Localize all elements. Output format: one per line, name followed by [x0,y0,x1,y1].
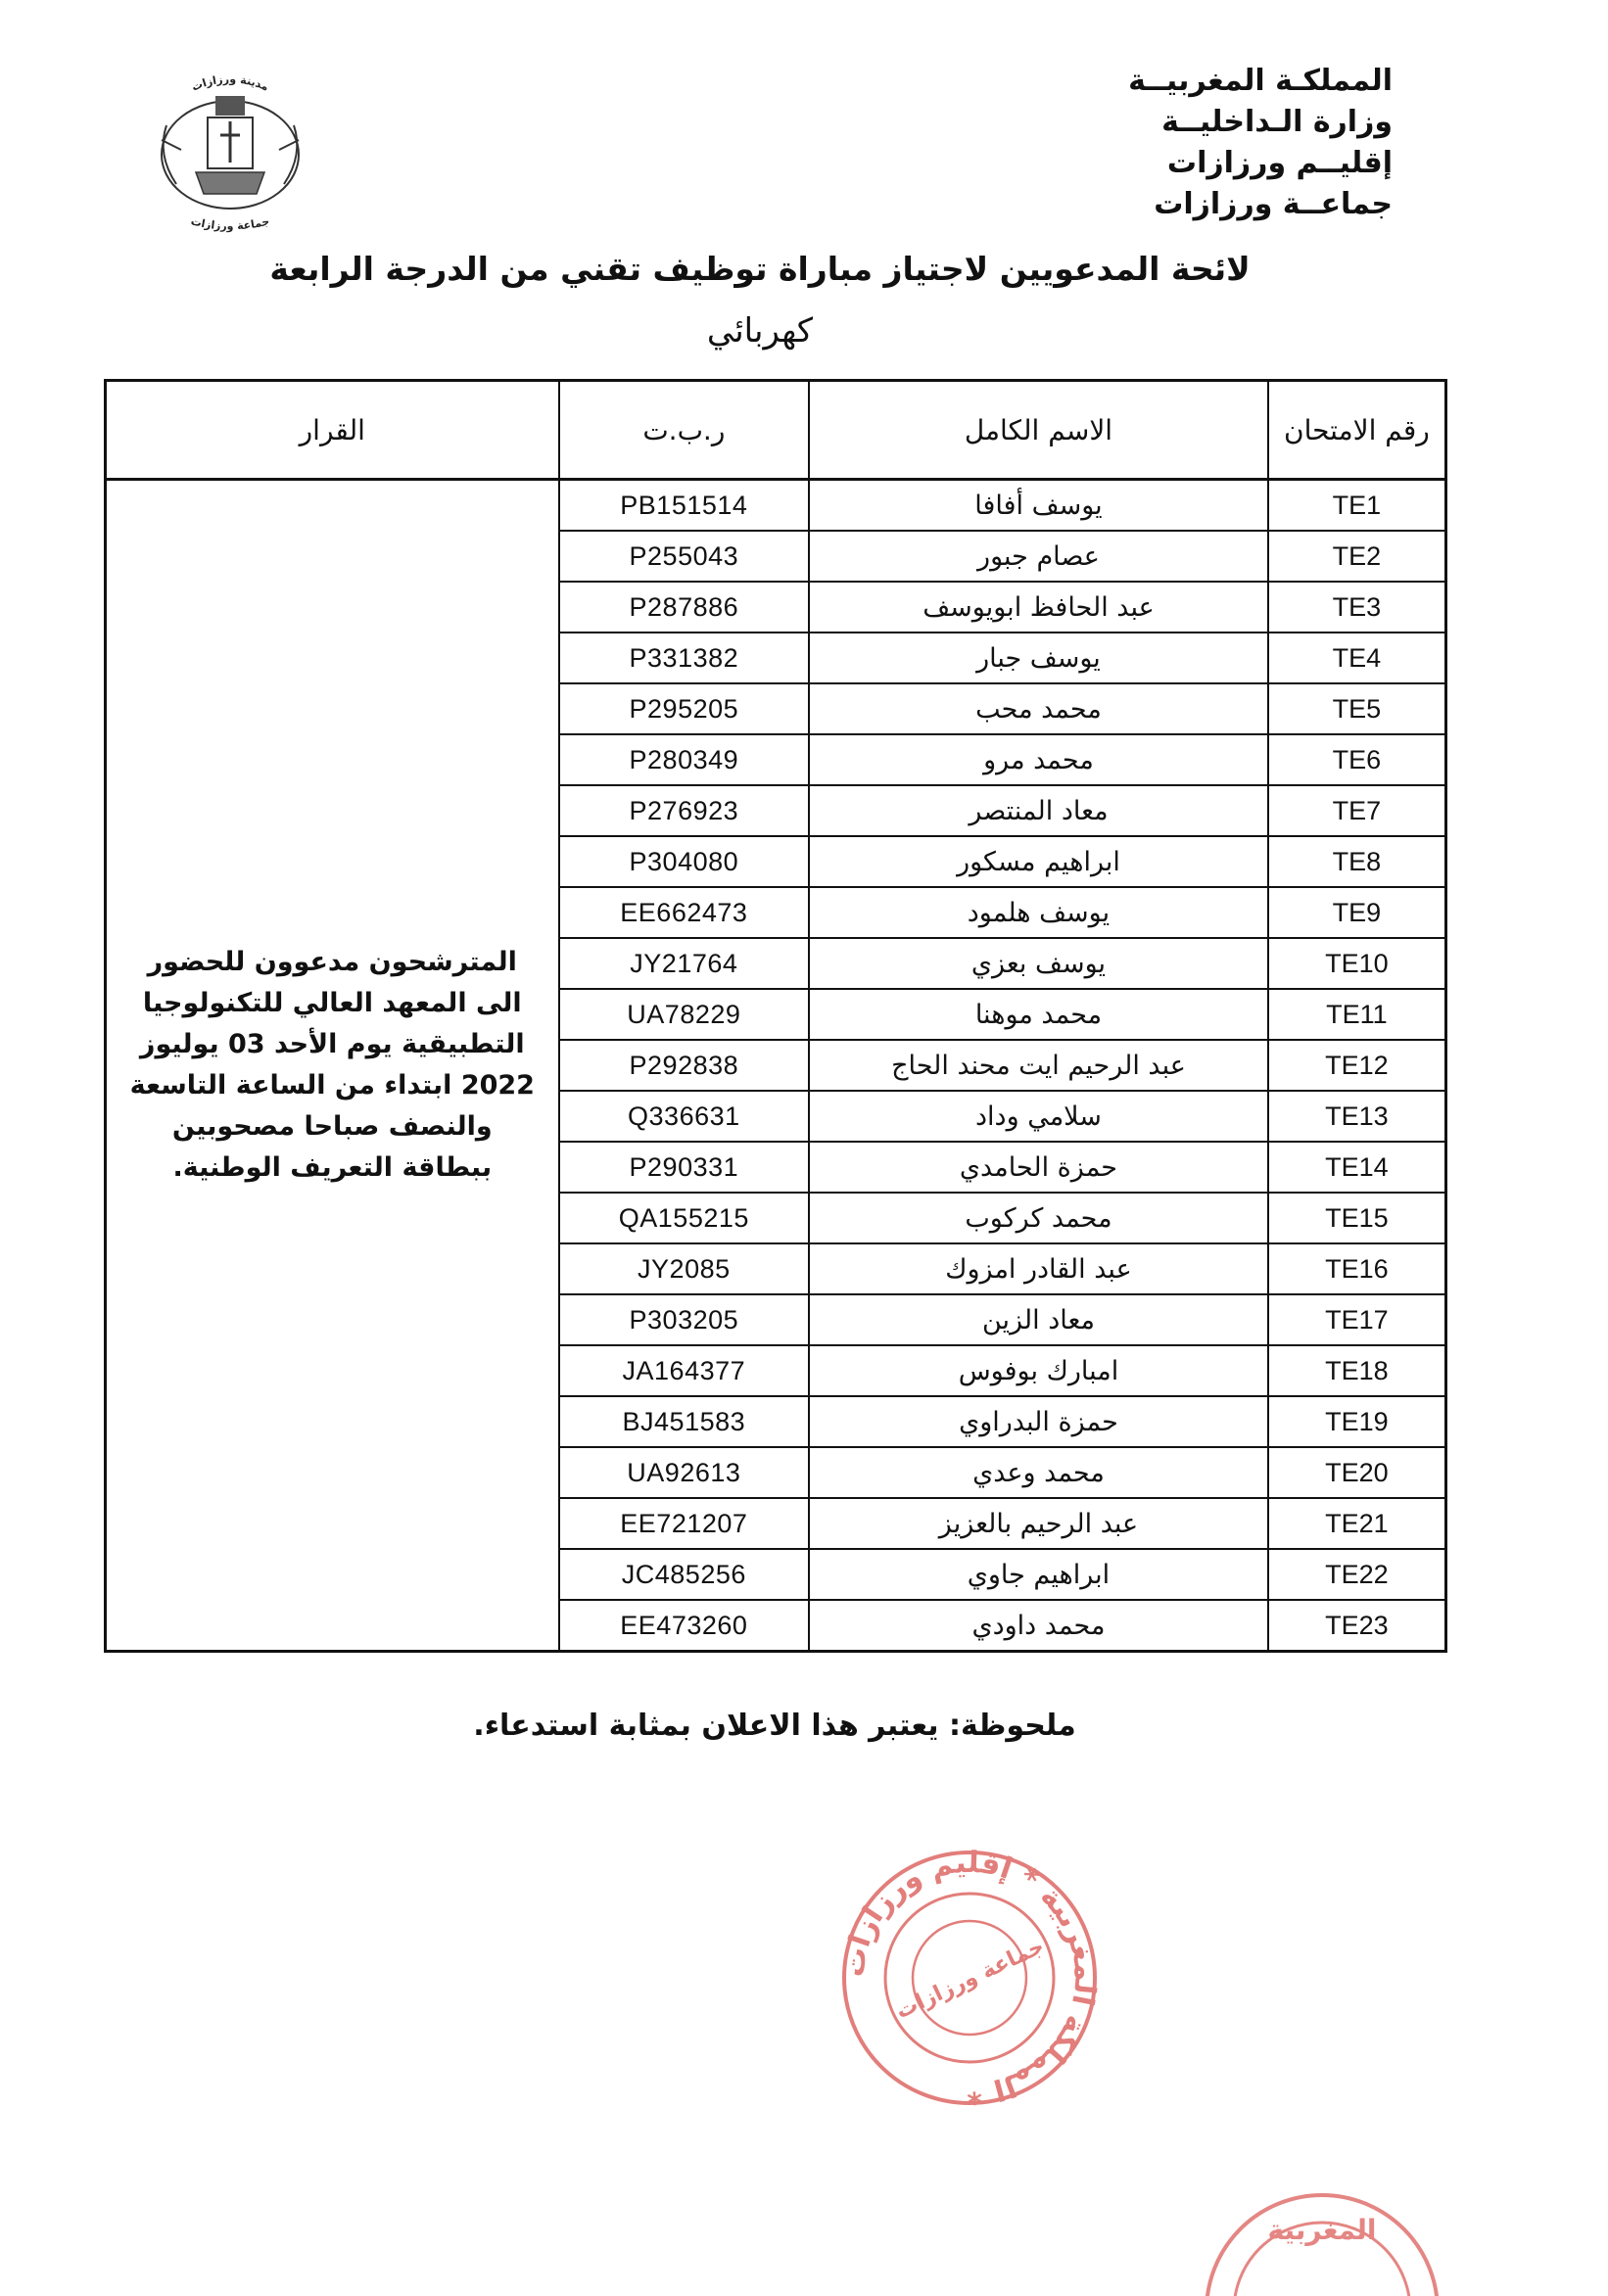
cin-cell: JY21764 [559,938,810,989]
full-name-cell: حمزة الحامدي [809,1142,1268,1193]
full-name-cell: محمد مرو [809,734,1268,785]
exam-number-cell: TE13 [1268,1091,1446,1142]
exam-number-cell: TE19 [1268,1396,1446,1447]
exam-number-cell: TE17 [1268,1294,1446,1345]
cin-cell: P290331 [559,1142,810,1193]
cin-cell: P287886 [559,582,810,633]
official-stamp [832,1841,1107,2115]
cin-cell: Q336631 [559,1091,810,1142]
exam-number-cell: TE1 [1268,480,1446,532]
header-province: إقليــم ورزازات [1166,146,1393,180]
exam-number-cell: TE14 [1268,1142,1446,1193]
full-name-cell: يوسف بعزي [809,938,1268,989]
header-cin: ر.ب.ت [559,381,810,480]
exam-number-cell: TE8 [1268,836,1446,887]
full-name-cell: عصام جبور [809,531,1268,582]
header-kingdom: المملكـة المغربيــة [1128,64,1393,98]
full-name-cell: معاد المنتصر [809,785,1268,836]
header-commune: جماعــة ورزازات [1154,187,1393,221]
header-block [1128,61,1393,225]
exam-number-cell: TE9 [1268,887,1446,938]
cin-cell: P295205 [559,683,810,734]
table-row [106,480,1446,532]
table-header-row [106,381,1446,480]
exam-number-cell: TE21 [1268,1498,1446,1549]
commune-emblem-logo [137,57,323,238]
stamp-inner-text: جماعة ورزازات [892,1934,1049,2025]
full-name-cell: عبد القادر امزوك [809,1243,1268,1294]
full-name-cell: عبد الرحيم بالعزيز [809,1498,1268,1549]
full-name-cell: محمد كركوب [809,1193,1268,1243]
exam-number-cell: TE23 [1268,1600,1446,1652]
cin-cell: JC485256 [559,1549,810,1600]
cin-cell: QA155215 [559,1193,810,1243]
cin-cell: EE721207 [559,1498,810,1549]
cin-cell: JY2085 [559,1243,810,1294]
cin-cell: P304080 [559,836,810,887]
full-name-cell: عبد الحافظ ابويوسف [809,582,1268,633]
exam-number-cell: TE18 [1268,1345,1446,1396]
cin-cell: P292838 [559,1040,810,1091]
header-full-name: الاسم الكامل [809,381,1268,480]
cin-cell: UA92613 [559,1447,810,1498]
header-ministry: وزارة الـداخليــة [1161,105,1393,139]
full-name-cell: يوسف جبار [809,633,1268,683]
cin-cell: P280349 [559,734,810,785]
full-name-cell: محمد موهنا [809,989,1268,1040]
full-name-cell: محمد وعدي [809,1447,1268,1498]
exam-number-cell: TE7 [1268,785,1446,836]
cin-cell: EE662473 [559,887,810,938]
header-decision: القرار [106,381,559,480]
cin-cell: P276923 [559,785,810,836]
note-text: ملحوظة: يعتبر هذا الاعلان بمثابة استدعاء. [473,1709,1076,1743]
full-name-cell: يوسف هلمود [809,887,1268,938]
header-exam-number: رقم الامتحان [1268,381,1446,480]
full-name-cell: ابراهيم جاوي [809,1549,1268,1600]
exam-number-cell: TE16 [1268,1243,1446,1294]
full-name-cell: ابراهيم مسكور [809,836,1268,887]
exam-number-cell: TE2 [1268,531,1446,582]
document-title: لائحة المدعويين لاجتياز مباراة توظيف تقني من الدرجة الرابعة [269,250,1251,288]
cin-cell: BJ451583 [559,1396,810,1447]
svg-text:مدينة ورزازات: مدينة ورزازات [189,72,271,94]
decision-cell: المترشحون مدعوون للحضور الى المعهد العالي للتكنولوجيا التطبيقية يوم الأحد 03 يوليوز 2022 ابتداء من الساعة التاسعة والنصف صباحا مصحوبين ببطاقة التعريف الوطنية. [106,480,559,1652]
cin-cell: JA164377 [559,1345,810,1396]
candidates-table [104,379,1447,1653]
full-name-cell: محمد محب [809,683,1268,734]
full-name-cell: يوسف أفافا [809,480,1268,532]
cin-cell: P331382 [559,633,810,683]
svg-text:جماعة ورزازات: جماعة ورزازات [189,214,271,233]
cin-cell: P255043 [559,531,810,582]
exam-number-cell: TE11 [1268,989,1446,1040]
cin-cell: UA78229 [559,989,810,1040]
full-name-cell: عبد الرحيم ايت محند الحاج [809,1040,1268,1091]
cin-cell: EE473260 [559,1600,810,1652]
exam-number-cell: TE12 [1268,1040,1446,1091]
exam-number-cell: TE22 [1268,1549,1446,1600]
exam-number-cell: TE10 [1268,938,1446,989]
exam-number-cell: TE5 [1268,683,1446,734]
partial-stamp [1205,2179,1440,2296]
exam-number-cell: TE6 [1268,734,1446,785]
full-name-cell: معاد الزين [809,1294,1268,1345]
exam-number-cell: TE15 [1268,1193,1446,1243]
partial-stamp-text: المغربية [1267,2214,1377,2246]
cin-cell: PB151514 [559,480,810,532]
exam-number-cell: TE3 [1268,582,1446,633]
stamp-outer-text: المملكة المغربية * إقليم ورزازات * [836,1845,1103,2111]
exam-number-cell: TE20 [1268,1447,1446,1498]
full-name-cell: حمزة البدراوي [809,1396,1268,1447]
document-subtitle: كهربائي [706,311,814,351]
full-name-cell: سلامي وداد [809,1091,1268,1142]
full-name-cell: محمد داودي [809,1600,1268,1652]
exam-number-cell: TE4 [1268,633,1446,683]
full-name-cell: امبارك بوفوس [809,1345,1268,1396]
cin-cell: P303205 [559,1294,810,1345]
